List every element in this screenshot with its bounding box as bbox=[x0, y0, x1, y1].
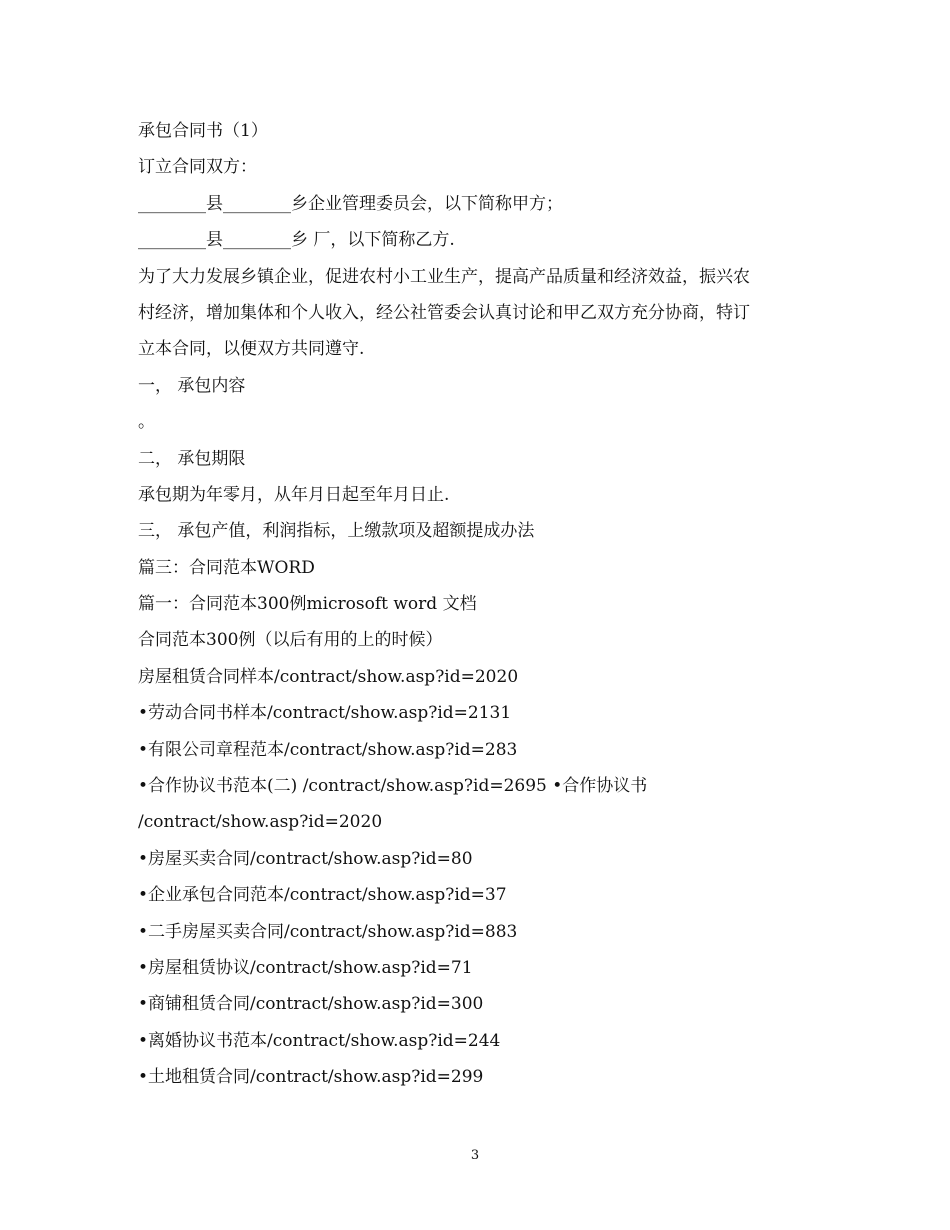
text-line: 篇一：合同范本300例microsoft word 文档 bbox=[138, 594, 477, 615]
list-item: •土地租赁合同/contract/show.asp?id=299 bbox=[138, 1067, 484, 1088]
text-line: 合同范本300例（以后有用的上的时候） bbox=[138, 630, 443, 651]
text-line: 订立合同双方： bbox=[138, 157, 257, 178]
text-line: 立本合同，以便双方共同遵守. bbox=[138, 339, 365, 360]
text-line: ________县________乡 厂，以下简称乙方. bbox=[138, 230, 455, 251]
section-heading: 三， 承包产值，利润指标，上缴款项及超额提成办法 bbox=[138, 521, 535, 542]
text-line: 村经济，增加集体和个人收入，经公社管委会认真讨论和甲乙双方充分协商，特订 bbox=[138, 302, 750, 323]
list-item: •企业承包合同范本/contract/show.asp?id=37 bbox=[138, 885, 507, 906]
list-item: •劳动合同书样本/contract/show.asp?id=2131 bbox=[138, 703, 512, 724]
list-item: •房屋租赁协议/contract/show.asp?id=71 bbox=[138, 957, 473, 978]
text-line: 承包期为年零月，从年月日起至年月日止. bbox=[138, 484, 450, 505]
list-item: •合作协议书范本(二) /contract/show.asp?id=2695 •合作协议书 bbox=[138, 776, 648, 797]
document-body bbox=[138, 113, 818, 1096]
text-line: 为了大力发展乡镇企业，促进农村小工业生产，提高产品质量和经济效益，振兴农 bbox=[138, 266, 750, 287]
contract-title: 承包合同书（1） bbox=[138, 121, 268, 141]
list-item: •商铺租赁合同/contract/show.asp?id=300 bbox=[138, 994, 484, 1015]
list-item: •离婚协议书范本/contract/show.asp?id=244 bbox=[138, 1030, 501, 1051]
text-line: ________县________乡企业管理委员会，以下简称甲方； bbox=[138, 193, 563, 214]
text-line: 。 bbox=[138, 412, 155, 433]
text-line: 篇三：合同范本WORD bbox=[138, 557, 315, 578]
section-heading: 二， 承包期限 bbox=[138, 448, 246, 469]
list-item: •二手房屋买卖合同/contract/show.asp?id=883 bbox=[138, 921, 518, 942]
list-item: 房屋租赁合同样本/contract/show.asp?id=2020 bbox=[138, 666, 519, 687]
list-item: •有限公司章程范本/contract/show.asp?id=283 bbox=[138, 739, 518, 760]
list-item: /contract/show.asp?id=2020 bbox=[138, 812, 383, 833]
section-heading: 一， 承包内容 bbox=[138, 375, 246, 396]
page-number: 3 bbox=[470, 1148, 480, 1163]
list-item: •房屋买卖合同/contract/show.asp?id=80 bbox=[138, 848, 473, 869]
